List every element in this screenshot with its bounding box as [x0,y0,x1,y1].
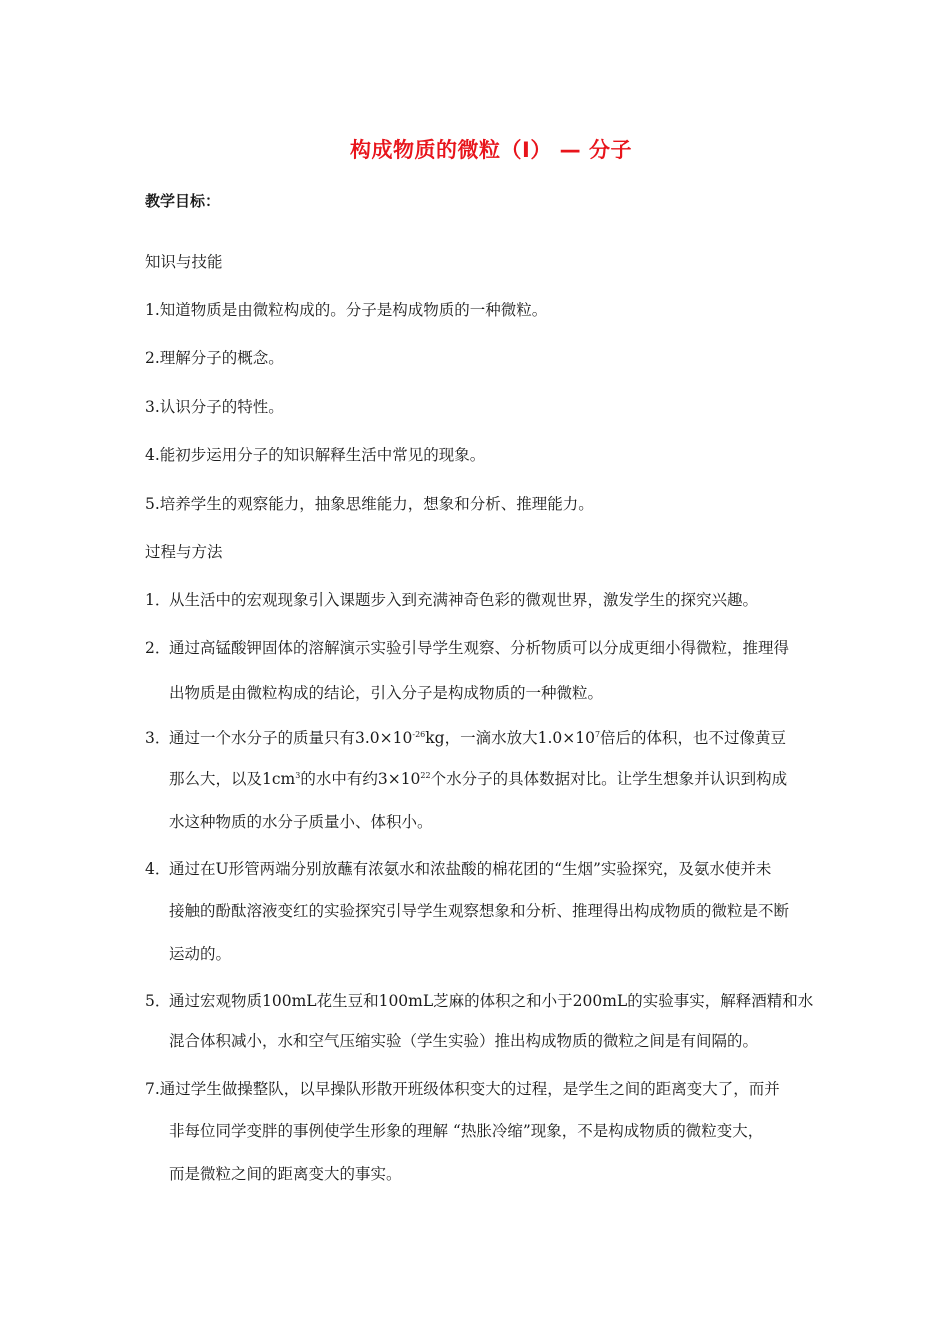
process-item-4-line-1 [145,858,771,880]
process-item-3-line-1: 3．通过一个水分子的质量只有$3.0\times 10^{-26}kg$，一滴水放大$1.0\times 10^7$倍后的体积，也不过像黄豆 [145,729,787,747]
knowledge-item-2: 2.理解分子的概念。 [145,349,284,367]
process-item-1 [145,589,758,611]
objectives-heading: 教学目标： [145,192,221,210]
list-text: 通过高锰酸钾固体的溶解演示实验引导学生观察、分析物质可以分成更细小得微粒，推理得 [169,639,790,657]
process-item-3-line-3: 水这种物质的水分子质量小、体积小。 [169,813,433,831]
process-item-7-line-3: 而是微粒之间的距离变大的事实。 [169,1165,402,1183]
list-text: 通过在U形管两端分别放蘸有浓氨水和浓盐酸的棉花团的“生烟”实验探究，及氨水使并未 [169,860,772,878]
page-title: 构成物质的微粒（Ⅰ） — 分子 [350,138,632,162]
process-item-5-line-2: 混合体积减小，水和空气压缩实验（学生实验）推出构成物质的微粒之间是有间隔的。 [169,1032,759,1050]
knowledge-item-1: 1.知道物质是由微粒构成的。分子是构成物质的一种微粒。 [145,301,548,319]
process-item-7-line-1: 7.通过学生做操整队，以早操队形散开班级体积变大的过程，是学生之间的距离变大了，而并 [145,1080,780,1098]
process-item-2-line-2: 出物质是由微粒构成的结论，引入分子是构成物质的一种微粒。 [169,684,604,702]
list-text: 从生活中的宏观现象引入课题步入到充满神奇色彩的微观世界，激发学生的探究兴趣。 [169,591,759,609]
list-number: 3． [145,729,171,747]
process-item-5-line-1 [145,990,813,1012]
list-number: 1． [145,591,171,609]
knowledge-heading: 知识与技能 [145,253,223,271]
process-heading: 过程与方法 [145,543,223,561]
process-item-7-line-2: 非每位同学变胖的事例使学生形象的理解 “热胀冷缩”现象，不是构成物质的微粒变大， [169,1122,764,1140]
process-item-2-line-1 [145,637,789,659]
process-item-3-line-2: 那么大，以及$1cm^3$的水中有约$3\times 10^{22}$个水分子的具体数据对比。让学生想象并认识到构成 [169,770,788,788]
list-number: 4． [145,860,171,878]
list-number: 5． [145,992,171,1010]
list-text: 通过宏观物质100mL花生豆和100mL芝麻的体积之和小于200mL的实验事实，解释酒精和水 [169,992,814,1010]
process-item-4-line-3: 运动的。 [169,945,232,963]
knowledge-item-4: 4.能初步运用分子的知识解释生活中常见的现象。 [145,446,486,464]
knowledge-item-3: 3.认识分子的特性。 [145,398,284,416]
process-item-4-line-2: 接触的酚酞溶液变红的实验探究引导学生观察想象和分析、推理得出构成物质的微粒是不断 [169,902,790,920]
list-number: 2． [145,639,171,657]
knowledge-item-5: 5.培养学生的观察能力，抽象思维能力，想象和分析、推理能力。 [145,495,594,513]
